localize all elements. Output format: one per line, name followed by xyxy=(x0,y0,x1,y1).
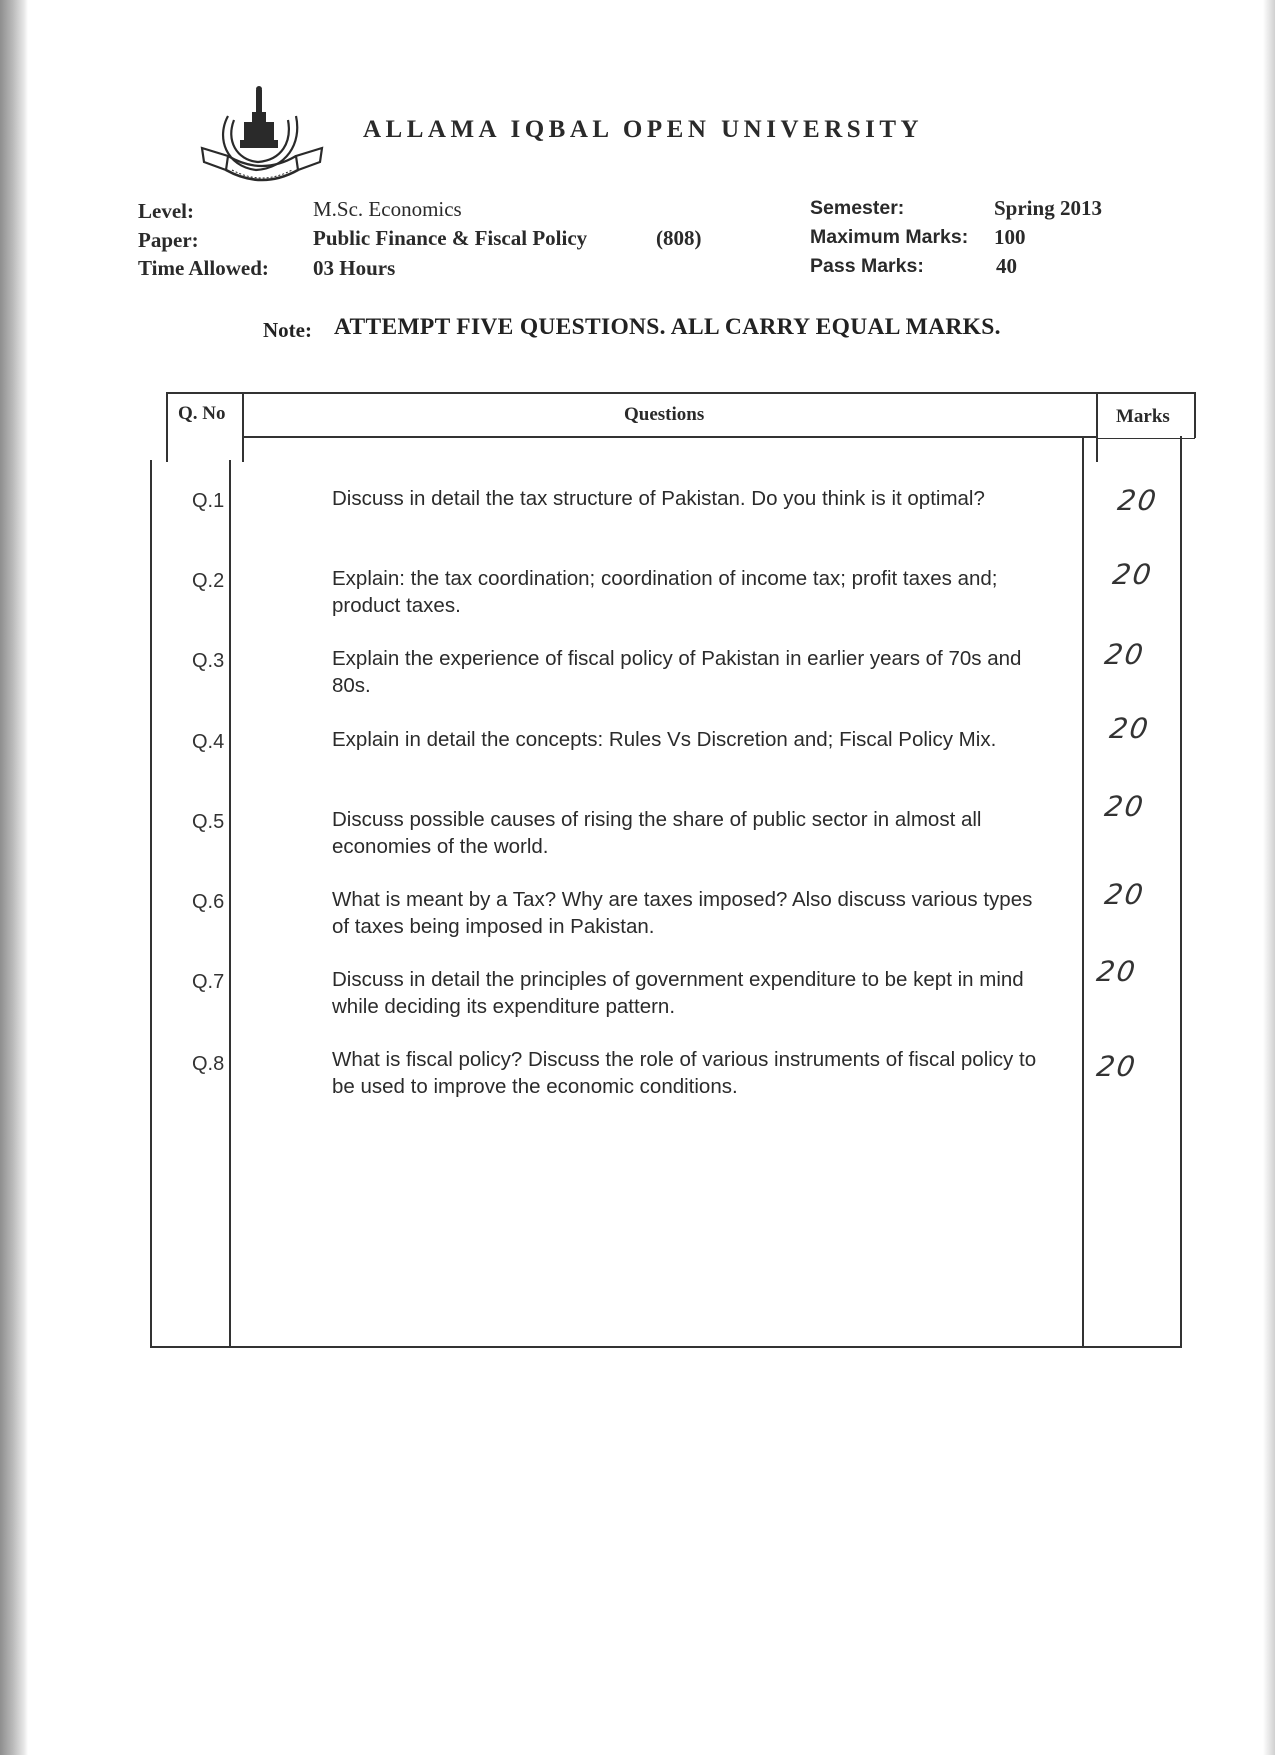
header-marks: Marks xyxy=(1116,406,1170,427)
row-8-question: What is fiscal policy? Discuss the role of various instruments of fiscal policy to be used to improve the economic conditions. xyxy=(332,1048,1037,1098)
row-4-marks: 20 xyxy=(1107,712,1152,745)
table-right-border xyxy=(1180,436,1182,1348)
university-name: ALLAMA IQBAL OPEN UNIVERSITY xyxy=(363,116,924,143)
level-value: M.Sc. Economics xyxy=(313,197,462,221)
row-2-qno: Q.2 xyxy=(192,570,225,592)
pass-marks-value: 40 xyxy=(996,254,1017,278)
semester-label: Semester: xyxy=(810,197,905,219)
row-1-question: Discuss in detail the tax structure of Pakistan. Do you think is it optimal? xyxy=(332,487,985,510)
paper-value: Public Finance & Fiscal Policy xyxy=(313,226,588,250)
pass-marks-label: Pass Marks: xyxy=(810,255,924,277)
header-questions: Questions xyxy=(624,404,705,425)
table-col2-divider xyxy=(1082,438,1084,1348)
row-3-question: Explain the experience of fiscal policy of Pakistan in earlier years of 70s and 80s. xyxy=(332,647,1022,697)
time-allowed-label: Time Allowed: xyxy=(138,256,269,280)
row-6-question: What is meant by a Tax? Why are taxes imposed? Also discuss various types of taxes being imposed in Pakistan. xyxy=(332,888,1033,938)
semester-value: Spring 2013 xyxy=(994,196,1102,220)
row-7-qno: Q.7 xyxy=(192,971,225,993)
row-2-marks: 20 xyxy=(1110,558,1155,591)
row-4-question: Explain in detail the concepts: Rules Vs Discretion and; Fiscal Policy Mix. xyxy=(332,728,997,751)
note-label: Note: xyxy=(263,318,312,342)
table-col1-divider xyxy=(229,460,231,1348)
header-row-divider-marks xyxy=(1096,438,1195,439)
row-5-marks: 20 xyxy=(1102,790,1147,823)
row-6-marks: 20 xyxy=(1102,878,1147,911)
table-left-border-top xyxy=(166,392,168,462)
maximum-marks-value: 100 xyxy=(994,225,1026,249)
row-5-question: Discuss possible causes of rising the share of public sector in almost all economies of the world. xyxy=(332,808,982,858)
header-row-divider-questions xyxy=(242,436,1098,438)
row-8-qno: Q.8 xyxy=(192,1053,225,1075)
row-1-marks: 20 xyxy=(1115,484,1160,517)
table-col2-divider-top xyxy=(1096,392,1098,462)
table-bottom-border xyxy=(150,1346,1182,1348)
paper-label: Paper: xyxy=(138,228,199,252)
row-8-marks: 20 xyxy=(1094,1050,1139,1083)
table-col1-divider-top xyxy=(242,392,244,462)
maximum-marks-label: Maximum Marks: xyxy=(810,226,969,248)
time-allowed-value: 03 Hours xyxy=(313,256,396,280)
row-7-question: Discuss in detail the principles of government expenditure to be kept in mind while deciding its expenditure pattern. xyxy=(332,968,1024,1018)
scan-shadow-left xyxy=(0,0,28,1755)
note-text: ATTEMPT FIVE QUESTIONS. ALL CARRY EQUAL MARKS. xyxy=(334,314,1001,340)
row-5-qno: Q.5 xyxy=(192,811,225,833)
level-label: Level: xyxy=(138,199,194,223)
row-4-qno: Q.4 xyxy=(192,731,225,753)
row-7-marks: 20 xyxy=(1094,955,1139,988)
row-6-qno: Q.6 xyxy=(192,891,225,913)
university-logo-icon xyxy=(198,86,326,192)
table-right-border-top xyxy=(1194,392,1196,438)
table-top-border xyxy=(166,392,1196,394)
row-2-question: Explain: the tax coordination; coordination of income tax; profit taxes and; product taxes. xyxy=(332,567,998,617)
row-1-qno: Q.1 xyxy=(192,490,225,512)
paper-code: (808) xyxy=(656,226,702,250)
header-qno: Q. No xyxy=(178,403,226,424)
scan-shadow-right xyxy=(1263,0,1275,1755)
row-3-qno: Q.3 xyxy=(192,650,225,672)
row-3-marks: 20 xyxy=(1102,638,1147,671)
table-left-border xyxy=(150,460,152,1348)
